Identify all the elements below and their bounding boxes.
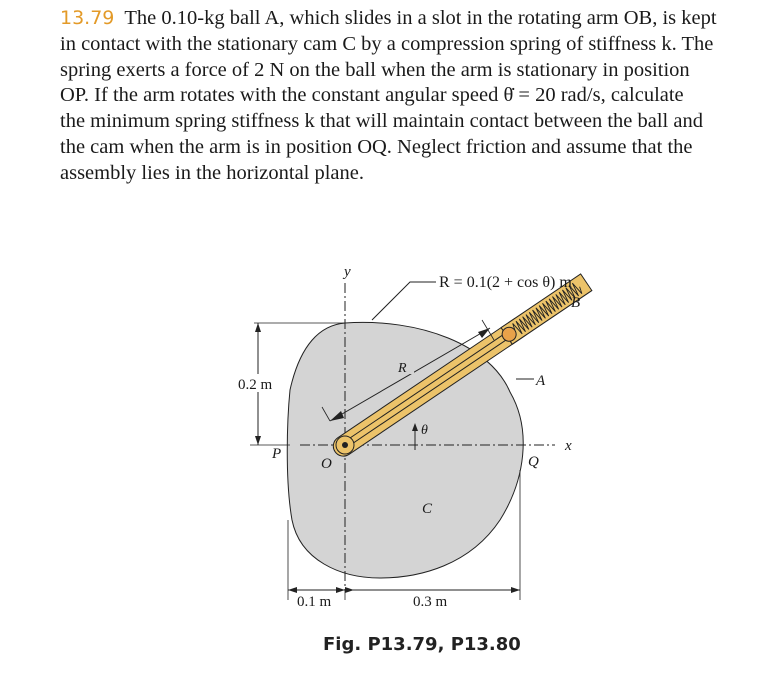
problem-line-1: 13.79 The 0.10-kg ball A, which slides in a slot in the rotating arm OB, is kept [60, 7, 717, 29]
label-q: Q [528, 454, 539, 470]
dim-height-label: 0.2 m [238, 377, 273, 393]
problem-line-4: OP. If the arm rotates with the constant angular speed θ̇ = 20 rad/s, calculate [60, 84, 684, 107]
radius-equation: R = 0.1(2 + cos θ) m [439, 274, 572, 291]
label-b: B [571, 295, 581, 311]
problem-number: 13.79 [60, 7, 115, 29]
figure-caption: Fig. P13.79, P13.80 [323, 634, 521, 655]
equation-leader [372, 282, 436, 320]
problem-line-3: spring exerts a force of 2 N on the ball when the arm is stationary in position [60, 58, 690, 81]
label-y: y [344, 264, 351, 280]
problem-line-5: the minimum spring stiffness k that will maintain contact between the ball and [60, 110, 703, 133]
label-a: A [536, 373, 546, 389]
dim-right-label: 0.3 m [413, 594, 448, 610]
dim-left-label: 0.1 m [297, 594, 332, 610]
label-p: P [272, 446, 282, 462]
label-x: x [565, 438, 572, 454]
problem-line-2: in contact with the stationary cam C by a compression spring of stiffness k. The [60, 32, 714, 55]
problem-line-6: the cam when the arm is in position OQ. Neglect friction and assume that the [60, 135, 693, 158]
problem-line-7: assembly lies in the horizontal plane. [60, 161, 365, 184]
theta-label: θ [421, 423, 428, 438]
radius-label: R [398, 361, 407, 376]
label-c: C [422, 501, 433, 517]
label-o: O [321, 456, 332, 472]
